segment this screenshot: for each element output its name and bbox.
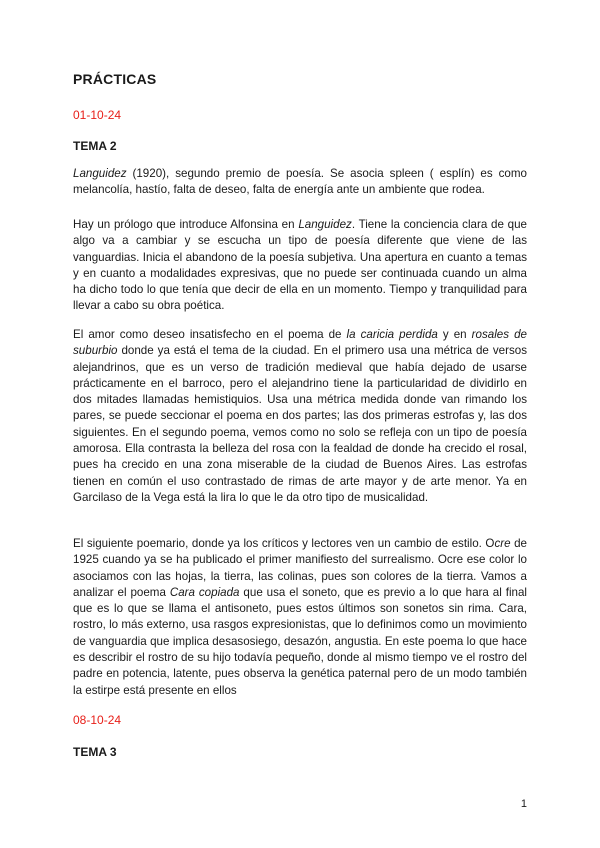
italic-title: cre [494, 537, 511, 550]
paragraph-text: (1920), segundo premio de poesía. Se asocia spleen ( esplín) es como melancolía, hastío, falta de deseo, falta de energía ante un ambiente que rodea. [73, 167, 527, 197]
italic-title: Languidez [73, 167, 127, 180]
page-number: 1 [520, 798, 527, 810]
paragraph-text: y en [437, 328, 472, 341]
paragraph-text: donde ya está el tema de la ciudad. En el primero usa una métrica de versos alejandrinos, que es un verso de tradición medieval que había dejado de usarse prácticamente en el barroco, pero el alejandrino tiene la particularidad de dividirlo en dos mitades llamadas hemistiquios. Usa una métrica medida donde van rimando los pares, se puede seccionar el poema en dos partes; las dos primeras estrofas y, las dos siguientes. En el segundo poema, vemos como no solo se refleja con un tipo de poesía amorosa. Ella contrasta la belleza del rosa con la fealdad de donde ha crecido el rosal, pues ha crecido en una zona miserable de la ciudad de Buenos Aires. Las estrofas tienen en común el uso contrastado de rimas de arte mayor y de arte menor. Ya en Garcilaso de la Vega está la lira lo que le da otro tipo de musicalidad. [73, 344, 527, 504]
paragraph-text: El siguiente poemario, donde ya los críticos y lectores ven un cambio de estilo. O [73, 537, 495, 550]
session-topic: TEMA 2 [73, 139, 117, 153]
italic-title: la caricia perdida [346, 328, 438, 341]
italic-title: Cara copiada [169, 585, 240, 599]
page-title: PRÁCTICAS [73, 71, 157, 87]
session-date: 01-10-24 [73, 108, 122, 122]
paragraph-text: El amor como deseo insatisfecho en el poema de [73, 328, 347, 341]
paragraph-amor [73, 327, 527, 506]
paragraph-text: . Tiene la conciencia clara de que algo va a cambiar y se escucha un tipo de poesía diferente que viene de las vanguardias. Inicia el abandono de la poesía subjetiva. Una apertura en cuanto a temas y en cuanto a modalidades expresivas, que no puede ser continuada cuando un alma ha dicho todo lo que tenía que decir de ella en un momento. Tiempo y tranquilidad para llevar a cabo su obra poética. [73, 218, 527, 313]
paragraph-text: de 1925 cuando ya se ha publicado el primer manifiesto del surrealismo. Ocre ese color lo asociamos con las hojas, la tierra, las colinas, pues son colores de la tierra. Vamos a analizar el poema [73, 537, 527, 599]
italic-title: Languidez [298, 218, 352, 231]
paragraph-ocre [73, 536, 527, 699]
session-topic: TEMA 3 [73, 745, 117, 759]
session-date: 08-10-24 [73, 713, 122, 727]
paragraph-text: que usa el soneto, que es previo a lo que hara al final que es lo que se llama el antisoneto, pues estos últimos son sonetos sin rima. Cara, rostro, lo más externo, usa rasgos expresionistas, que lo definimos como un movimiento de vanguardia que implica desasosiego, desazón, angustia. En este poema lo que hace es describir el rostro de su hijo todavía pequeño, donde al mismo tiempo ve el rostro del padre en potencia, latente, pues observa la genética paternal pero de un modo también la estirpe está presente en ellos [73, 585, 527, 697]
paragraph-languidez [73, 166, 527, 199]
italic-title: rosales de suburbio [73, 328, 527, 358]
paragraph-text: Hay un prólogo que introduce Alfonsina en [73, 218, 299, 231]
paragraph-prologo [73, 217, 527, 315]
